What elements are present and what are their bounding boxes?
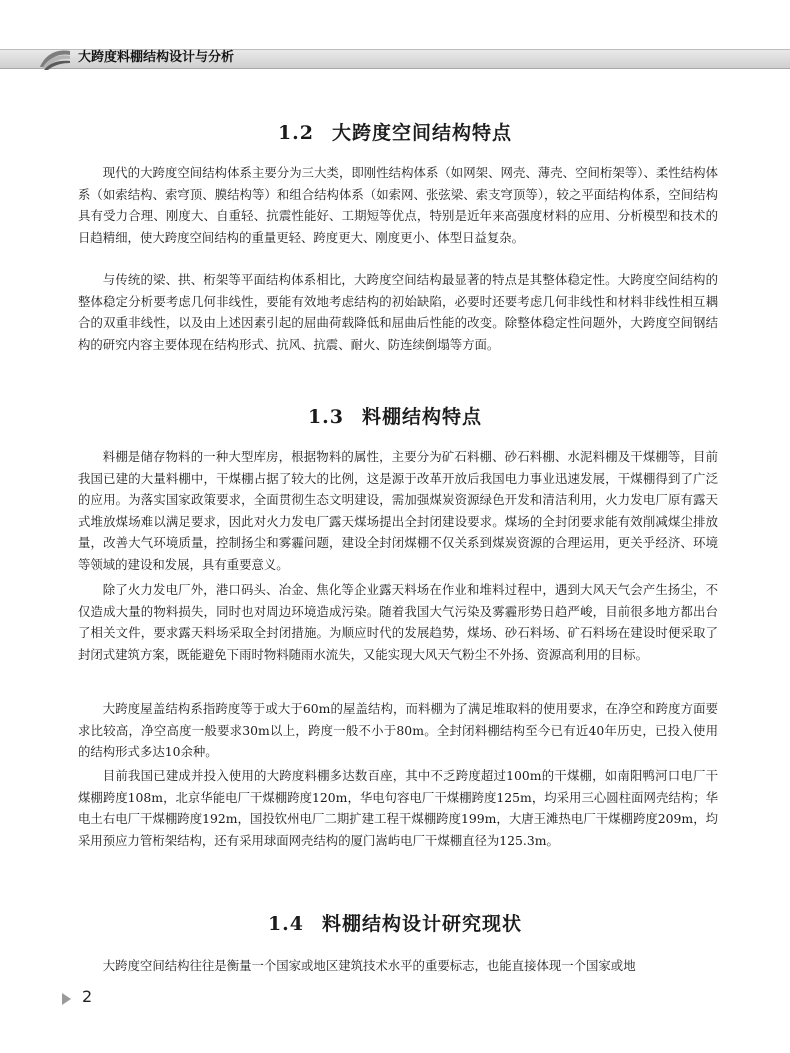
paragraph: 目前我国已建成并投入使用的大跨度料棚多达数百座，其中不乏跨度超过100m的干煤棚，如南阳鸭河口电厂干煤棚跨度108m，北京华能电厂干煤棚跨度120m，华电句容电厂干煤棚跨度125m，均采用三心圆柱面网壳结构；华电土右电厂干煤棚跨度192m，国投钦州电厂二期扩建工程干煤棚跨度199m，大唐王滩热电厂干煤棚跨度209m，均采用预应力管桁架结构，还有采用球面网壳结构的厦门嵩屿电厂干煤棚直径为125.3m。 <box>78 768 718 848</box>
section-title-text: 大跨度空间结构特点 <box>332 122 513 144</box>
section-number: 1.4 <box>267 913 305 935</box>
page-number: 2 <box>82 987 93 1006</box>
header-title: 大跨度料棚结构设计与分析 <box>78 50 235 65</box>
section-heading-1-2 <box>0 118 790 145</box>
paragraph: 大跨度屋盖结构系指跨度等于或大于60m的屋盖结构，而料棚为了满足堆取料的使用要求，在净空和跨度方面要求比较高，净空高度一般要求30m以上，跨度一般不小于80m。全封闭料棚结构至今已有近40年历史，已投入使用的结构形式多达10余种。 <box>78 701 718 759</box>
paragraph: 与传统的梁、拱、桁架等平面结构体系相比，大跨度空间结构最显著的特点是其整体稳定性。大跨度空间结构的整体稳定分析要考虑几何非线性，要能有效地考虑结构的初始缺陷，必要时还要考虑几何非线性和材料非线性相互耦合的双重非线性，以及由上述因素引起的屈曲荷载降低和屈曲后性能的改变。除整体稳定性问题外，大跨度空间钢结构的研究内容主要体现在结构形式、抗风、抗震、耐火、防连续倒塌等方面。 <box>78 272 718 352</box>
section-heading-1-3 <box>0 402 790 429</box>
paragraph: 大跨度空间结构往往是衡量一个国家或地区建筑技术水平的重要标志，也能直接体现一个国家或地 <box>102 958 636 973</box>
paragraph: 除了火力发电厂外，港口码头、冶金、焦化等企业露天料场在作业和堆料过程中，遇到大风天气会产生扬尘，不仅造成大量的物料损失，同时也对周边环境造成污染。随着我国大气污染及雾霾形势日趋严峻，目前很多地方都出台了相关文件，要求露天料场采取全封闭措施。为顺应时代的发展趋势，煤场、砂石料场、矿石料场在建设时便采取了封闭式建筑方案，既能避免下雨时物料随雨水流失，又能实现大风天气粉尘不外扬、资源高利用的目标。 <box>78 582 718 662</box>
book-emblem-icon <box>38 43 72 73</box>
paragraph: 料棚是储存物料的一种大型库房，根据物料的属性，主要分为矿石料棚、砂石料棚、水泥料棚及干煤棚等，目前我国已建的大量料棚中，干煤棚占据了较大的比例，这是源于改革开放后我国电力事业迅速发展，干煤棚得到了广泛的应用。为落实国家政策要求，全面贯彻生态文明建设，需加强煤炭资源绿色开发和清洁利用，火力发电厂原有露天式堆放煤场难以满足要求，因此对火力发电厂露天煤场提出全封闭建设要求。煤场的全封闭要求能有效削减煤尘排放量，改善大气环境质量，控制扬尘和雾霾问题，建设全封闭煤棚不仅关系到煤炭资源的合理运用，更关乎经济、环境等领域的建设和发展，具有重要意义。 <box>78 449 718 572</box>
section-title-text: 料棚结构特点 <box>362 406 483 428</box>
page-marker-triangle-icon <box>62 993 71 1005</box>
section-title-text: 料棚结构设计研究现状 <box>322 913 523 935</box>
section-number: 1.3 <box>307 406 345 428</box>
running-header <box>0 43 790 73</box>
paragraph: 现代的大跨度空间结构体系主要分为三大类，即刚性结构体系（如网架、网壳、薄壳、空间桁架等）、柔性结构体系（如索结构、索穹顶、膜结构等）和组合结构体系（如索网、张弦梁、索支穹顶等），较之平面结构体系，空间结构具有受力合理、刚度大、自重轻、抗震性能好、工期短等优点，特别是近年来高强度材料的应用、分析模型和技术的日趋精细，使大跨度空间结构的重量更轻、跨度更大、刚度更小、体型日益复杂。 <box>78 165 718 245</box>
section-heading-1-4 <box>0 909 790 936</box>
section-number: 1.2 <box>277 122 315 144</box>
